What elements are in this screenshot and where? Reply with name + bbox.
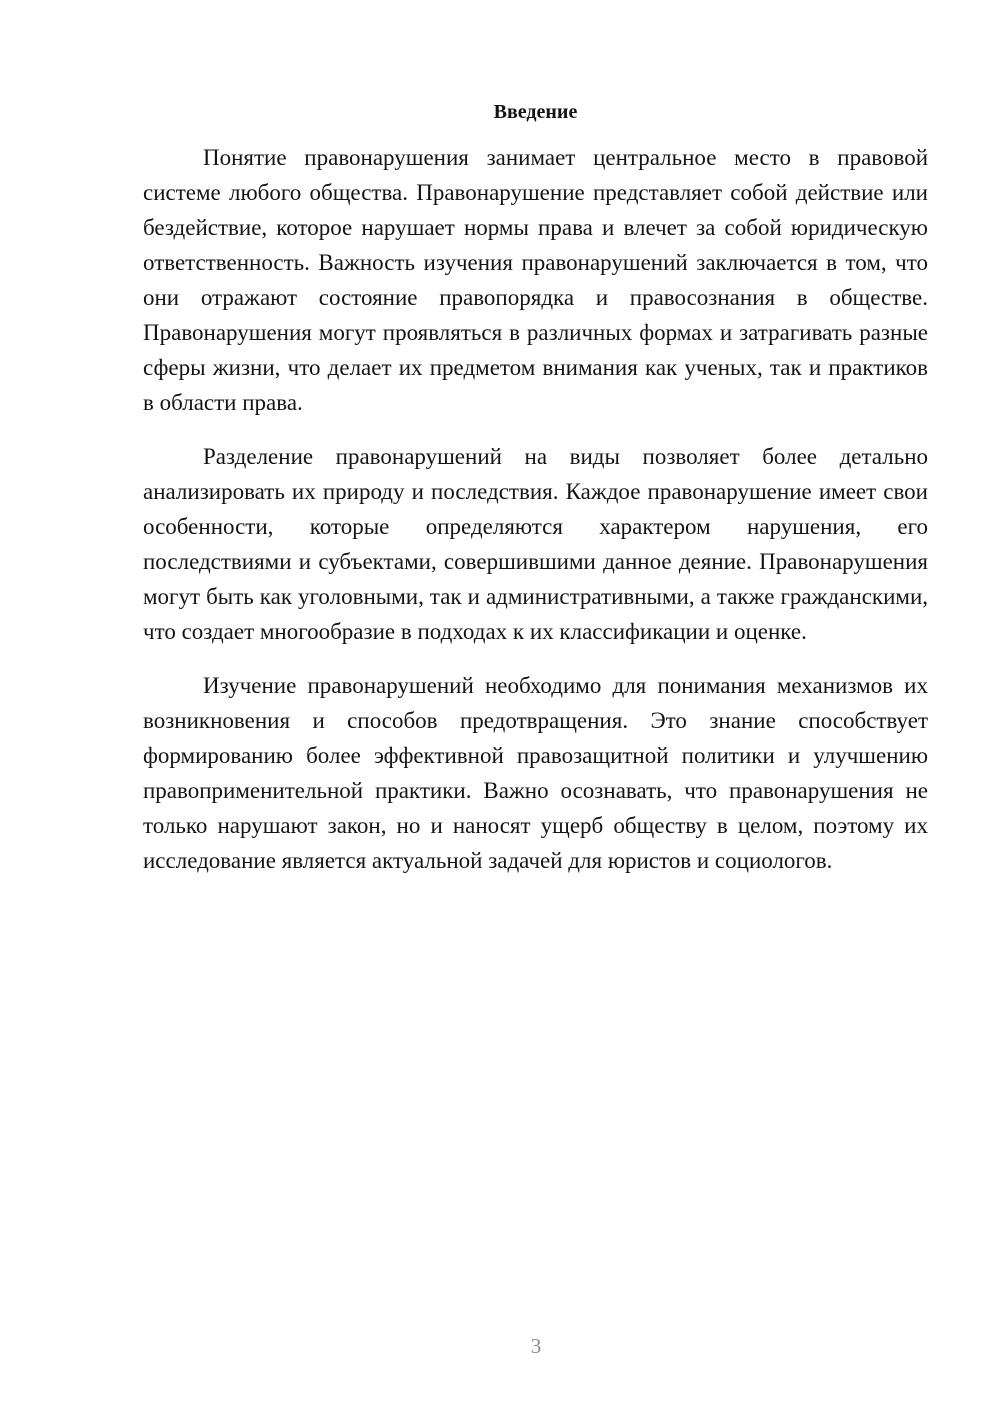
paragraph-2: Разделение правонарушений на виды позволяет более детально анализировать их природу и последствия. Каждое правонарушение имеет свои особенности, которые определяются характером нарушения, его последствиями и субъектами, совершившими данное деяние. Правонарушения могут быть как уголовными, так и административными, а также гражданскими, что создает многообразие в подходах к их классификации и оценке. [143, 444, 928, 644]
page-content [143, 96, 928, 897]
paragraph-3: Изучение правонарушений необходимо для понимания механизмов их возникновения и способов предотвращения. Это знание способствует формированию более эффективной правозащитной политики и улучшению правоприменительной практики. Важно осознавать, что правонарушения не только нарушают закон, но и наносят ущерб обществу в целом, поэтому их исследование является актуальной задачей для юристов и социологов. [143, 673, 928, 873]
section-title: Введение [493, 101, 578, 123]
page-number: 3 [530, 1334, 542, 1358]
paragraph-1: Понятие правонарушения занимает центральное место в правовой системе любого общества. Правонарушение представляет собой действие или бездействие, которое нарушает нормы права и влечет за собой юридическую ответственность. Важность изучения правонарушений заключается в том, что они отражают состояние правопорядка и правосознания в обществе. Правонарушения могут проявляться в различных формах и затрагивать разные сферы жизни, что делает их предметом внимания как ученых, так и практиков в области права. [143, 145, 928, 415]
